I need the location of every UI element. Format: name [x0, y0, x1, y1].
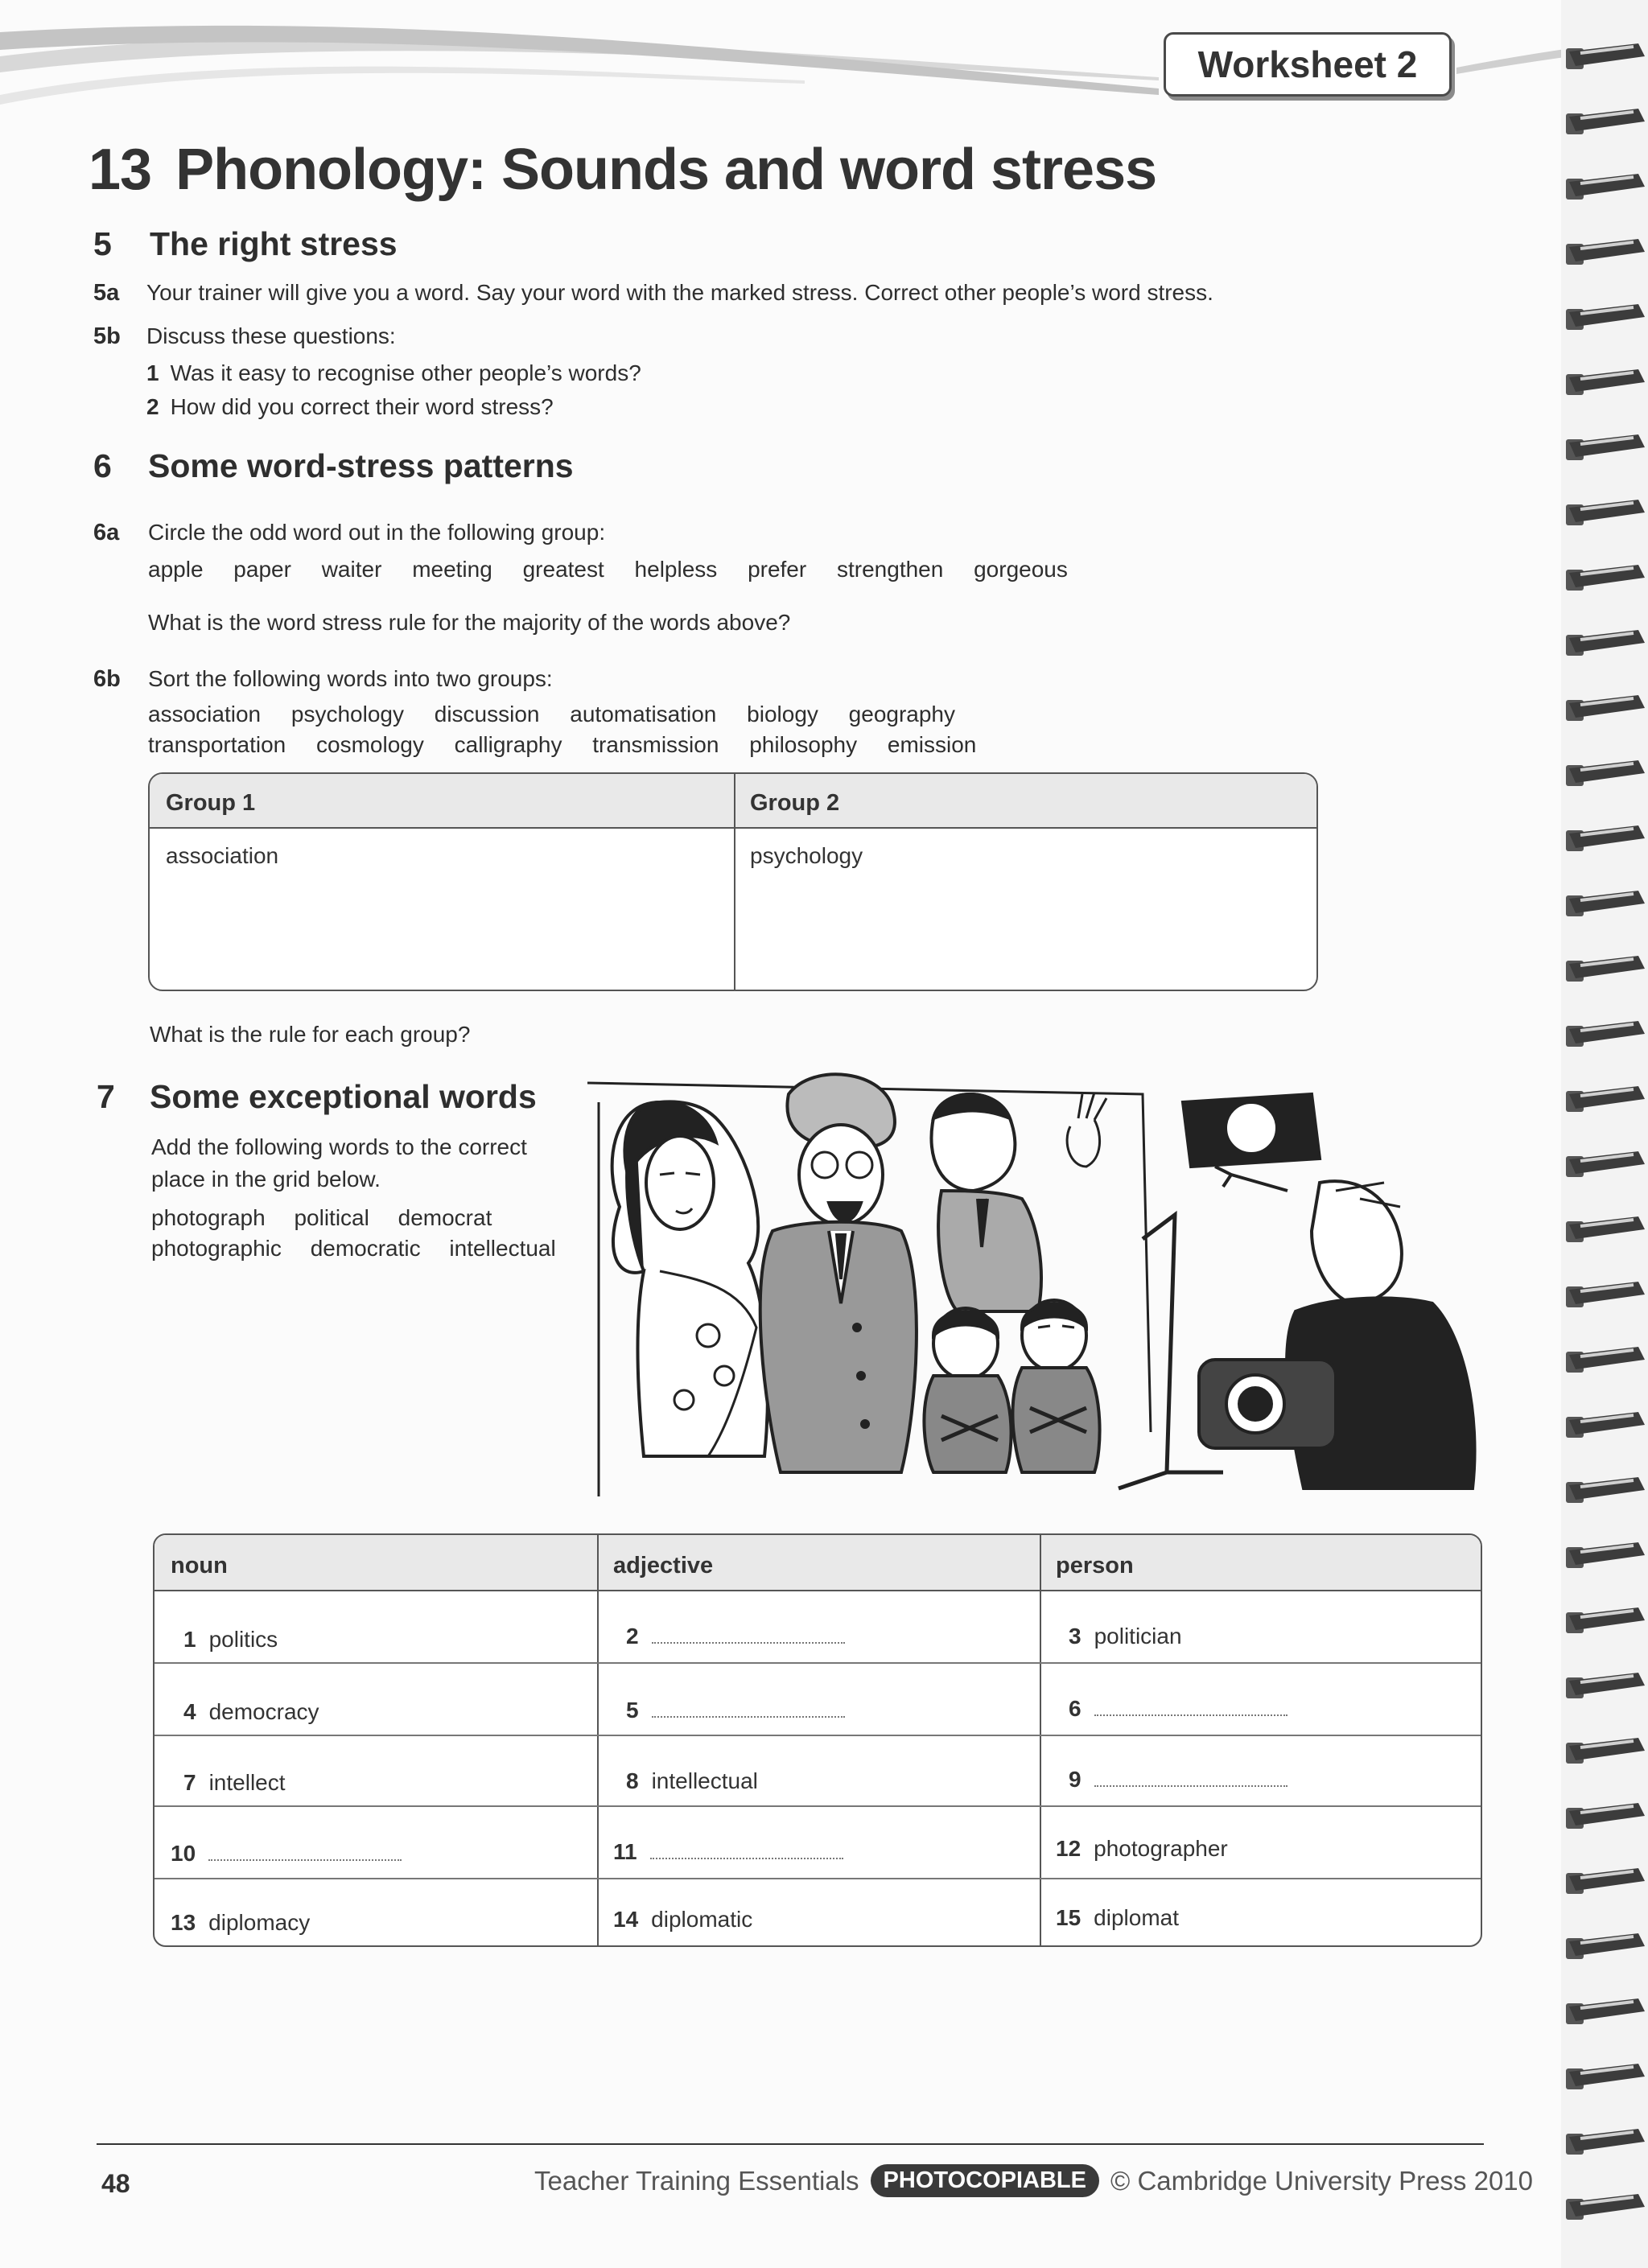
task-5b-text: Discuss these questions:: [146, 323, 396, 348]
word-item: transportation: [148, 732, 286, 757]
cell-number: 11: [613, 1839, 637, 1864]
answer-blank[interactable]: [652, 1703, 845, 1718]
answer-blank[interactable]: [650, 1845, 843, 1859]
answer-blank[interactable]: [652, 1629, 845, 1644]
photocopiable-badge: PHOTOCOPIABLE: [871, 2164, 1099, 2197]
task-6a-question: What is the word stress rule for the majority of the words above?: [148, 610, 791, 635]
row-divider: [154, 1735, 1481, 1736]
row-divider: [154, 1662, 1481, 1664]
cell-number: 5: [626, 1698, 639, 1723]
unit-title-text: Phonology: Sounds and word stress: [175, 138, 1157, 202]
task-6b-question: What is the rule for each group?: [150, 1022, 471, 1047]
word-item: cosmology: [316, 732, 424, 757]
cell-word: politics: [208, 1627, 278, 1652]
word-item: photographic: [151, 1236, 282, 1261]
noun-column-header: noun: [171, 1553, 228, 1579]
cell-number: 2: [626, 1624, 639, 1649]
answer-blank[interactable]: [1094, 1772, 1288, 1787]
question-1: [146, 360, 641, 386]
copyright-notice: © Cambridge University Press 2010: [1110, 2165, 1534, 2196]
word-item: strengthen: [837, 557, 944, 582]
task-label-5a: 5a: [93, 280, 120, 306]
cell-number: 1: [183, 1627, 196, 1652]
book-title: Teacher Training Essentials: [534, 2165, 859, 2196]
unit-number: 13: [89, 138, 152, 202]
cell-number: 10: [171, 1841, 196, 1866]
grid-cell: [171, 1910, 310, 1936]
cell-word: photographer: [1094, 1836, 1228, 1861]
spiral-binding: [1561, 0, 1648, 2268]
sort-word-list-line-1: [148, 702, 979, 727]
word-item: waiter: [321, 557, 382, 582]
cell-number: 6: [1069, 1696, 1082, 1721]
answer-blank[interactable]: [208, 1846, 402, 1861]
question-2: [146, 394, 554, 420]
cell-word: diplomat: [1094, 1905, 1179, 1930]
grid-cell[interactable]: [1069, 1696, 1288, 1722]
grid-cell[interactable]: [626, 1698, 845, 1723]
grid-cell: [183, 1627, 278, 1653]
word-item: discussion: [434, 702, 540, 727]
cell-word: diplomatic: [651, 1907, 753, 1932]
exceptional-word-list-line-2: [151, 1236, 580, 1262]
grid-cell[interactable]: [171, 1841, 402, 1867]
sort-word-list-line-2: [148, 732, 1000, 758]
person-column-header: person: [1056, 1553, 1134, 1579]
section-number: 7: [97, 1078, 115, 1115]
cell-number: 3: [1069, 1624, 1082, 1649]
section-number: 5: [93, 225, 112, 262]
grid-cell: [183, 1699, 319, 1725]
word-item: democrat: [398, 1205, 492, 1230]
page-number: 48: [101, 2169, 130, 2198]
answer-blank[interactable]: [1094, 1702, 1288, 1716]
section-title: Some exceptional words: [150, 1078, 537, 1115]
section-number: 6: [93, 447, 112, 484]
cell-word: democracy: [208, 1699, 319, 1724]
word-item: psychology: [290, 702, 404, 727]
cell-word: intellect: [208, 1770, 286, 1795]
question-number: 1: [146, 360, 159, 385]
cell-word: diplomacy: [208, 1910, 311, 1935]
word-item: emission: [887, 732, 977, 757]
cell-number: 14: [613, 1907, 639, 1932]
row-divider: [154, 1878, 1481, 1879]
group-2-example: psychology: [750, 843, 863, 868]
column-divider: [597, 1535, 599, 1945]
cell-number: 8: [626, 1768, 639, 1793]
task-label-6b: 6b: [93, 666, 121, 692]
worksheet-label: Worksheet 2: [1164, 32, 1452, 97]
grid-cell: [613, 1907, 752, 1933]
word-item: automatisation: [570, 702, 717, 727]
grid-cell: [183, 1770, 286, 1796]
section-title: Some word-stress patterns: [148, 447, 574, 484]
cell-number: 15: [1056, 1905, 1082, 1930]
column-divider: [734, 774, 735, 990]
section-title: The right stress: [150, 225, 398, 262]
grid-cell: [1056, 1905, 1179, 1931]
word-item: apple: [148, 557, 204, 582]
word-item: meeting: [412, 557, 492, 582]
group-1-header: Group 1: [166, 790, 256, 816]
footer-rule: [97, 2143, 1484, 2145]
cell-number: 4: [183, 1699, 196, 1724]
footer-credit: [534, 2164, 1533, 2197]
odd-word-list: [148, 557, 1092, 582]
grid-cell[interactable]: [1069, 1767, 1288, 1793]
column-divider: [1040, 1535, 1041, 1945]
question-number: 2: [146, 394, 159, 419]
word-item: intellectual: [449, 1236, 556, 1261]
task-7-instruction-line-1: Add the following words to the correct: [151, 1134, 527, 1159]
grid-cell[interactable]: [626, 1624, 845, 1649]
grid-cell: [626, 1768, 758, 1794]
cell-word: politician: [1094, 1624, 1182, 1649]
task-5a-text: Your trainer will give you a word. Say your word with the marked stress. Correct other people’s word stress.: [146, 280, 1213, 305]
cell-number: 12: [1056, 1836, 1082, 1861]
table-header-row: [150, 774, 1316, 829]
question-text: Was it easy to recognise other people’s words?: [170, 360, 641, 385]
word-item: greatest: [522, 557, 604, 582]
cell-number: 13: [171, 1910, 196, 1935]
word-item: transmission: [592, 732, 719, 757]
task-label-6a: 6a: [93, 520, 120, 545]
row-divider: [154, 1805, 1481, 1807]
word-item: calligraphy: [454, 732, 562, 757]
word-item: prefer: [748, 557, 807, 582]
grid-cell[interactable]: [613, 1839, 843, 1865]
group-1-example: association: [166, 843, 279, 868]
cell-number: 9: [1069, 1767, 1082, 1792]
cell-number: 7: [183, 1770, 196, 1795]
word-item: paper: [233, 557, 291, 582]
question-text: How did you correct their word stress?: [170, 394, 554, 419]
family-photographer-illustration: [587, 1070, 1481, 1496]
table-header-row: [154, 1535, 1481, 1591]
grid-cell: [1069, 1624, 1182, 1649]
cell-word: intellectual: [651, 1768, 758, 1793]
word-item: biology: [747, 702, 818, 727]
task-6a-text: Circle the odd word out in the following group:: [148, 520, 606, 545]
task-6b-text: Sort the following words into two groups:: [148, 666, 553, 691]
word-family-grid: [153, 1533, 1482, 1947]
word-item: association: [148, 702, 262, 727]
adjective-column-header: adjective: [613, 1553, 714, 1579]
word-item: helpless: [634, 557, 718, 582]
page-title: [89, 137, 1156, 203]
exceptional-word-list-line-1: [151, 1205, 516, 1231]
word-item: political: [294, 1205, 369, 1230]
word-item: gorgeous: [974, 557, 1068, 582]
word-item: philosophy: [749, 732, 858, 757]
task-7-instruction-line-2: place in the grid below.: [151, 1167, 381, 1192]
word-item: geography: [848, 702, 956, 727]
word-item: democratic: [310, 1236, 421, 1261]
group-sort-table: [148, 772, 1318, 991]
group-2-header: Group 2: [750, 790, 840, 816]
word-item: photograph: [151, 1205, 266, 1230]
grid-cell: [1056, 1836, 1228, 1862]
task-label-5b: 5b: [93, 323, 121, 349]
